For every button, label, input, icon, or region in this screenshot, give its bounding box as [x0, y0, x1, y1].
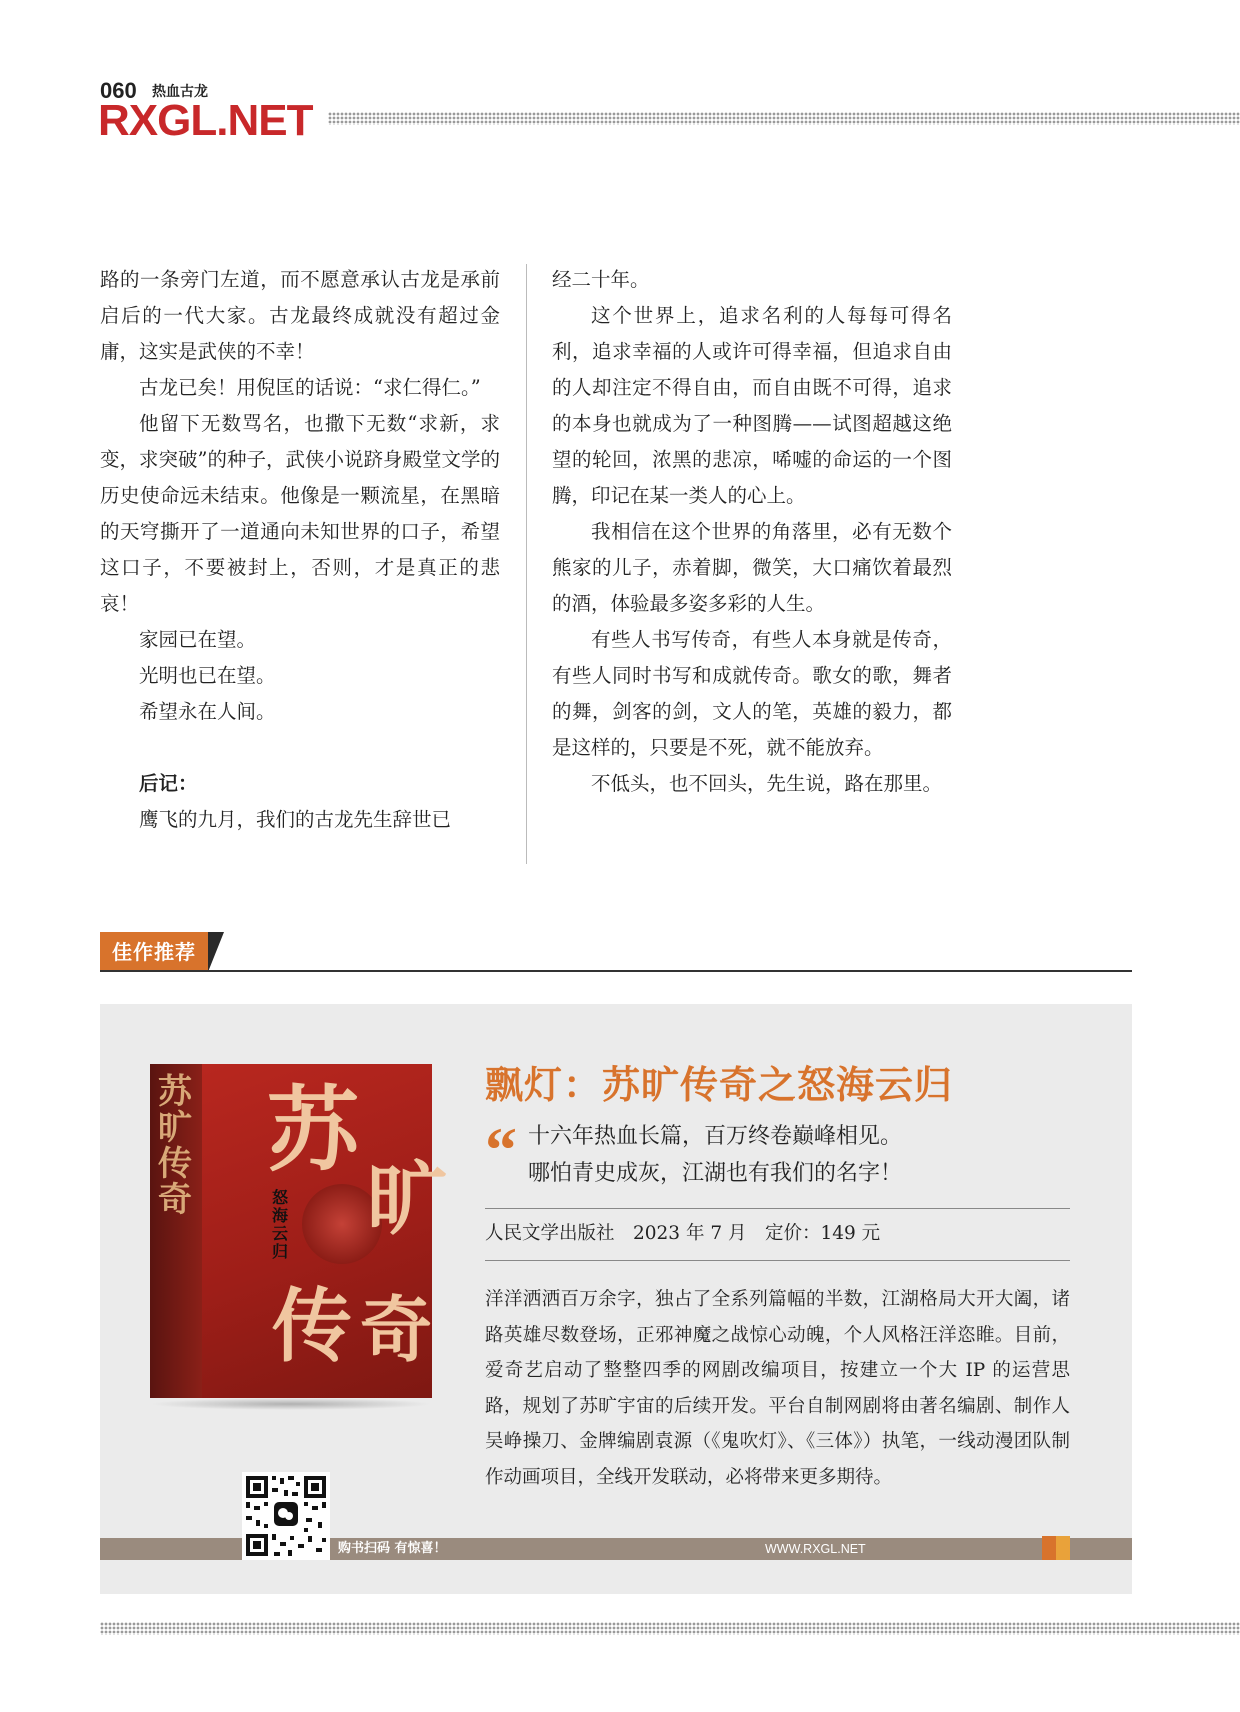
book-spine	[150, 1064, 202, 1398]
article-paragraph: 古龙已矣！用倪匡的话说：“求仁得仁。”	[139, 376, 481, 399]
article-paragraph: 有些人书写传奇，有些人本身就是传奇，有些人同时书写和成就传奇。歌女的歌，舞者的舞，剑客的剑，文人的笔，英雄的毅力，都是这样的，只要是不死，就不能放弃。	[552, 628, 952, 759]
pubinfo-rule-top	[485, 1208, 1070, 1209]
book-quote	[528, 1118, 902, 1192]
footer-scan-text: 购书扫码 有惊喜！	[338, 1541, 447, 1556]
page-number: 060	[100, 78, 137, 103]
book-spine-title: 苏旷传奇	[158, 1072, 192, 1220]
column-divider	[526, 264, 527, 864]
book-description: 洋洋洒洒百万余字，独占了全系列篇幅的半数，江湖格局大开大阖，诸路英雄尽数登场，正邪神魔之战惊心动魄，个人风格汪洋恣睢。目前，爱奇艺启动了整整四季的网剧改编项目，按建立一个大 IP 的运营思路，规划了苏旷宇宙的后续开发。平台自制网剧将由著名编剧、制作人吴峥操刀、金牌编剧袁源（《鬼吹灯》、《三体》）执笔，一线动漫团队制作动画项目，全线开发联动，必将带来更多期待。	[485, 1289, 1070, 1488]
article-paragraph: 光明也已在望。	[139, 664, 276, 687]
article-paragraph: 这个世界上，追求名利的人每每可得名利，追求幸福的人或许可得幸福，但追求自由的人却注定不得自由，而自由既不可得，追求的本身也就成为了一种图腾——试图超越这绝望的轮回，浓黑的悲凉，唏嘘的命运的一个图腾，印记在某一类人的心上。	[552, 304, 952, 507]
book-title: 飘灯：苏旷传奇之怒海云归	[485, 1062, 954, 1107]
book-shadow	[150, 1398, 432, 1410]
quote-line: 哪怕青史成灰，江湖也有我们的名字！	[528, 1161, 903, 1186]
article-paragraph: 路的一条旁门左道，而不愿意承认古龙是承前启后的一代大家。古龙最终成就没有超过金庸，这实是武侠的不幸！	[100, 268, 500, 363]
section-label: 热血古龙	[152, 84, 208, 100]
recommend-header-rule	[100, 970, 1132, 972]
book-subtitle: 怒海云归	[272, 1188, 289, 1261]
footer-url[interactable]: WWW.RXGL.NET	[765, 1542, 866, 1556]
article-paragraph: 家园已在望。	[139, 628, 257, 651]
qr-code-icon[interactable]	[242, 1472, 330, 1560]
footer-accent-square	[1056, 1536, 1070, 1560]
article-paragraph: 不低头，也不回头，先生说，路在那里。	[591, 772, 943, 795]
footer-accent-square	[1042, 1536, 1056, 1560]
paragraph-gap	[100, 730, 500, 766]
pubinfo-rule-bottom	[485, 1260, 1070, 1261]
recommend-tag: 佳作推荐	[100, 932, 208, 972]
article-paragraph: 他留下无数骂名，也撒下无数“求新，求变，求突破”的种子，武侠小说跻身殿堂文学的历史使命远未结束。他像是一颗流星，在黑暗的天穹撕开了一道通向未知世界的口子，希望这口子，不要被封上，否则，才是真正的悲哀！	[100, 412, 500, 615]
book-title-char: 奇	[360, 1287, 433, 1372]
book-title-char: 旷	[367, 1152, 447, 1246]
footer-dotted-rule	[100, 1622, 1240, 1635]
book-cover	[150, 1064, 447, 1398]
article-paragraph: 鹰飞的九月，我们的古龙先生辞世已	[139, 808, 452, 831]
book-front	[202, 1064, 447, 1398]
recommend-tag-corner	[208, 932, 224, 972]
article-paragraph: 经二十年。	[552, 268, 650, 291]
quote-line: 十六年热血长篇，百万终卷巅峰相见。	[528, 1124, 903, 1149]
book-title-char: 苏	[267, 1076, 360, 1184]
article-paragraph: 希望永在人间。	[139, 700, 276, 723]
afterword-heading: 后记：	[139, 772, 198, 795]
book-title-char: 传	[272, 1279, 352, 1373]
magazine-logo: RXGL.NET	[98, 96, 313, 145]
quote-mark-icon: “	[485, 1114, 517, 1185]
publication-info: 人民文学出版社 2023 年 7 月 定价：149 元	[485, 1223, 881, 1244]
article-right-column	[552, 262, 952, 802]
header-dotted-rule	[328, 112, 1240, 125]
article-left-column	[100, 262, 500, 838]
article-paragraph: 我相信在这个世界的角落里，必有无数个熊家的儿子，赤着脚，微笑，大口痛饮着最烈的酒，体验最多姿多彩的人生。	[552, 520, 952, 615]
